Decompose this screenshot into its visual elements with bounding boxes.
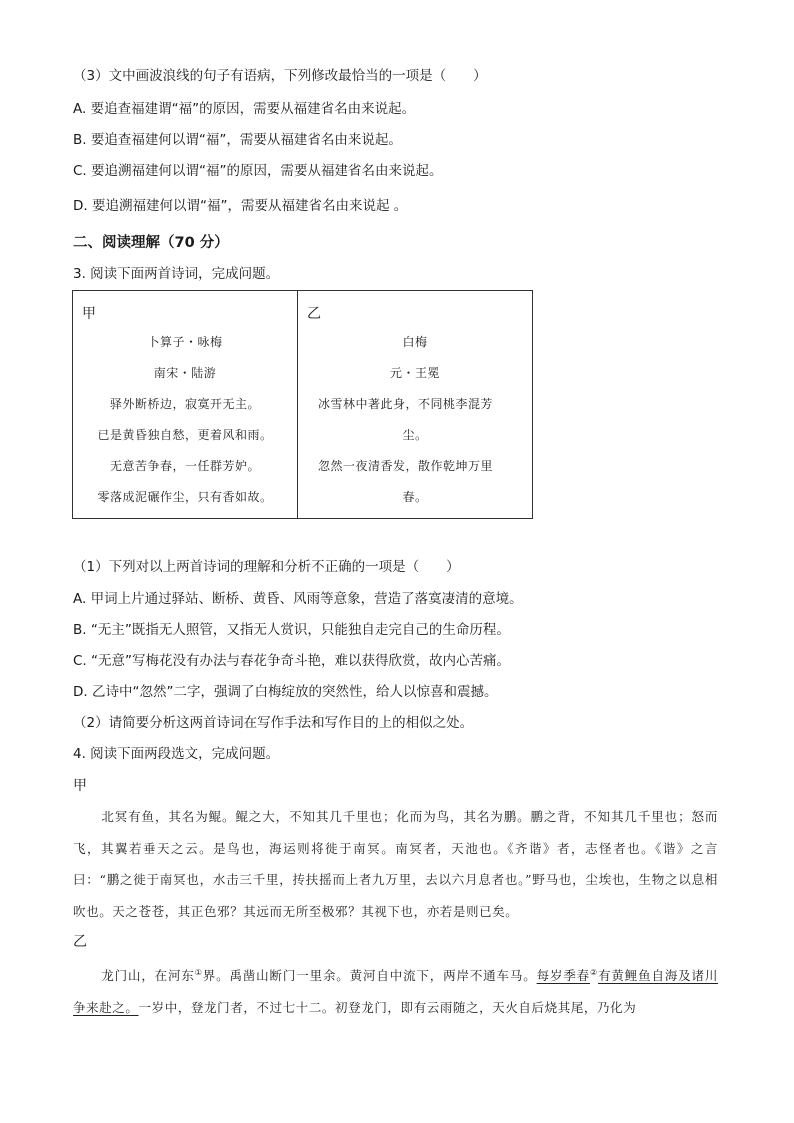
passage-b-label: 乙 <box>73 934 87 950</box>
option-a: A. 甲词上片通过驿站、断桥、黄昏、风雨等意象，营造了落寞凄清的意境。 <box>73 591 523 607</box>
option-d: D. 乙诗中“忽然”二字，强调了白梅绽放的突然性，给人以惊喜和震撼。 <box>73 684 498 700</box>
question-intro: 4. 阅读下面两段选文，完成问题。 <box>73 746 280 762</box>
underlined-sentence: 每岁季春 <box>536 968 591 984</box>
poem-a-title: 卜算子・咏梅 <box>147 335 223 349</box>
option-c: C. 要追溯福建何以谓“福”的原因，需要从福建省名由来说起。 <box>73 163 443 179</box>
poem-b-title: 白梅 <box>402 335 428 349</box>
footnote-marker: ② <box>590 968 599 977</box>
underlined-sentence: 有黄鲤鱼自海及诸川争来赴之。 <box>73 968 718 1015</box>
question-stem: （3）文中画波浪线的句子有语病，下列修改最恰当的一项是（ ） <box>73 68 487 84</box>
option-a: A. 要追查福建谓“福”的原因，需要从福建省名由来说起。 <box>73 101 416 117</box>
option-c: C. “无意”写梅花没有办法与春花争奇斗艳，难以获得欣赏，故内心苦痛。 <box>73 653 510 669</box>
poem-b-line: 忽然一夜清香发，散作乾坤万里 <box>318 459 494 473</box>
poem-b-line: 尘。 <box>402 428 428 442</box>
question-intro: 3. 阅读下面两首诗词，完成问题。 <box>73 266 280 282</box>
poem-a-line: 无意苦争春，一任群芳妒。 <box>109 459 260 473</box>
poem-a-line: 已是黄昏独自愁，更着风和雨。 <box>97 428 273 442</box>
poem-b-label: 乙 <box>307 306 321 322</box>
poem-a-line: 驿外断桥边，寂寞开无主。 <box>109 397 260 411</box>
footnote-marker: ① <box>194 968 203 977</box>
option-d: D. 要追溯福建何以谓“福”，需要从福建省名由来说起 。 <box>73 198 408 214</box>
section-heading: 二、阅读理解（70 分） <box>73 235 229 251</box>
poem-a-cell <box>73 291 298 518</box>
option-b: B. “无主”既指无人照管，又指无人赏识，只能独自走完自己的生命历程。 <box>73 622 510 638</box>
poem-table <box>72 290 533 519</box>
passage-a-text: 北冥有鱼，其名为鲲。鲲之大，不知其几千里也；化而为鸟，其名为鹏。鹏之背，不知其几千里也；怒而飞，其翼若垂天之云。是鸟也，海运则将徙于南冥。南冥者，天池也。《齐谐》者，志怪者也。《谐》之言曰：“鹏之徙于南冥也，水击三千里，抟扶摇而上者九万里，去以六月息者也。”野马也，尘埃也，生物之以息相吹也。天之苍苍，其正色邪？其远而无所至极邪？其视下也，亦若是则已矣。 <box>73 809 718 919</box>
passage-a <box>73 801 718 927</box>
poem-a-author: 南宋・陆游 <box>153 366 217 380</box>
passage-a-label: 甲 <box>73 778 87 794</box>
question-stem: （2）请简要分析这两首诗词在写作手法和写作目的上的相似之处。 <box>73 715 474 731</box>
passage-b-text: 龙门山，在河东 <box>101 968 195 984</box>
passage-b-text: 界。禹凿山断门一里余。黄河自中流下，两岸不通车马。 <box>202 968 537 984</box>
question-stem: （1）下列对以上两首诗词的理解和分析不正确的一项是（ ） <box>73 559 460 575</box>
option-b: B. 要追查福建何以谓“福”，需要从福建省名由来说起。 <box>73 132 402 148</box>
passage-b <box>73 957 718 1023</box>
poem-b-line: 春。 <box>402 490 428 504</box>
poem-b-author: 元・王冕 <box>389 366 440 380</box>
poem-b-cell <box>298 291 532 518</box>
passage-b-text: 一岁中，登龙门者，不过七十二。初登龙门，即有云雨随之，天火自后烧其尾，乃化为 <box>138 999 637 1015</box>
poem-a-line: 零落成泥碾作尘，只有香如故。 <box>97 490 273 504</box>
poem-b-line: 冰雪林中著此身，不同桃李混芳 <box>318 397 494 411</box>
poem-a-label: 甲 <box>82 306 96 322</box>
